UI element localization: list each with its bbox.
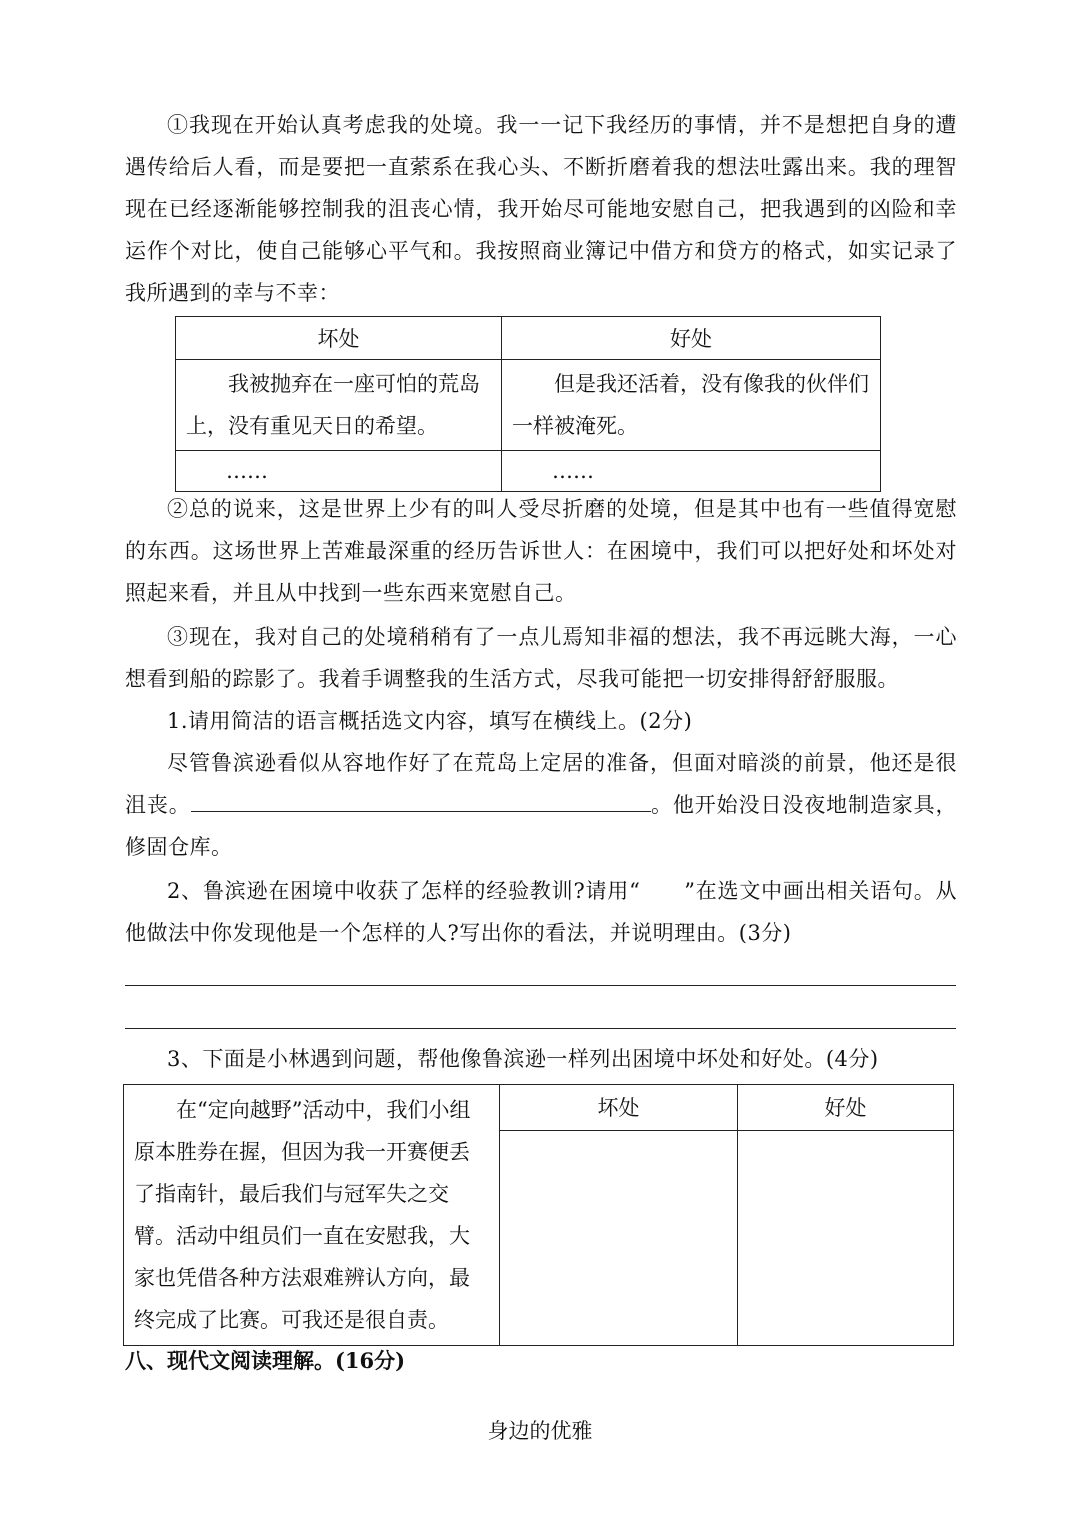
answer-line-2[interactable] [125, 1028, 956, 1029]
table-cell-ellipsis-bad: …… [176, 451, 502, 492]
passage-paragraph-1: ①我现在开始认真考虑我的处境。我一一记下我经历的事情，并不是想把自身的遭遇传给后人看，而是要把一直萦系在我心头、不断折磨着我的想法吐露出来。我的理智现在已经逐渐能够控制我的沮丧心情，我开始尽可能地安慰自己，把我遇到的凶险和幸运作个对比，使自己能够心平气和。我按照商业簿记中借方和贷方的格式，如实记录了我所遇到的幸与不幸： [125, 113, 957, 305]
xiaolin-header-bad: 坏处 [500, 1085, 738, 1131]
reading-title: 身边的优雅 [487, 1419, 593, 1443]
table-cell-good: 但是我还活着，没有像我的伙伴们一样被淹死。 [502, 360, 881, 451]
question-1: 1.请用简洁的语言概括选文内容，填写在横线上。(2分) [167, 709, 693, 733]
section-8-heading: 八、现代文阅读理解。(16分) [125, 1348, 406, 1373]
pros-cons-table [175, 316, 881, 492]
xiaolin-answer-bad[interactable] [500, 1130, 738, 1345]
passage-paragraph-2: ②总的说来，这是世界上少有的叫人受尽折磨的处境，但是其中也有一些值得宽慰的东西。这场世界上苦难最深重的经历告诉世人：在困境中，我们可以把好处和坏处对照起来看，并且从中找到一些东西来宽慰自己。 [125, 497, 957, 605]
question-1-text-before: 尽管鲁滨逊看似从容地作好了在荒岛上定居的准备，但面对暗淡的前景，他还是很沮丧。 [125, 751, 957, 817]
table-header-good: 好处 [502, 317, 881, 360]
table-cell-bad: 我被抛弃在一座可怕的荒岛上，没有重见天日的希望。 [176, 360, 502, 451]
question-3: 3、下面是小林遇到问题，帮他像鲁滨逊一样列出困境中坏处和好处。(4分) [167, 1047, 879, 1071]
question-2: 2、鲁滨逊在困境中收获了怎样的经验教训?请用“ ”在选文中画出相关语句。从他做法中你发现他是一个怎样的人?写出你的看法，并说明理由。(3分) [125, 879, 957, 945]
answer-blank-1[interactable] [191, 791, 651, 812]
xiaolin-table [123, 1084, 954, 1346]
table-cell-ellipsis-good: …… [502, 451, 881, 492]
question-1-text [125, 742, 957, 868]
xiaolin-header-good: 好处 [738, 1085, 954, 1131]
xiaolin-story: 在“定向越野”活动中，我们小组原本胜券在握，但因为我一开赛便丢了指南针，最后我们与冠军失之交臂。活动中组员们一直在安慰我，大家也凭借各种方法艰难辨认方向，最终完成了比赛。可我还是很自责。 [124, 1085, 500, 1346]
answer-line-1[interactable] [125, 985, 956, 986]
table-header-bad: 坏处 [176, 317, 502, 360]
passage-paragraph-3: ③现在，我对自己的处境稍稍有了一点儿焉知非福的想法，我不再远眺大海，一心想看到船的踪影了。我着手调整我的生活方式，尽我可能把一切安排得舒舒服服。 [125, 625, 957, 691]
question-1-text-after: 。他开始没日没夜地制造家具，修固仓库。 [125, 793, 958, 859]
xiaolin-answer-good[interactable] [738, 1130, 954, 1345]
